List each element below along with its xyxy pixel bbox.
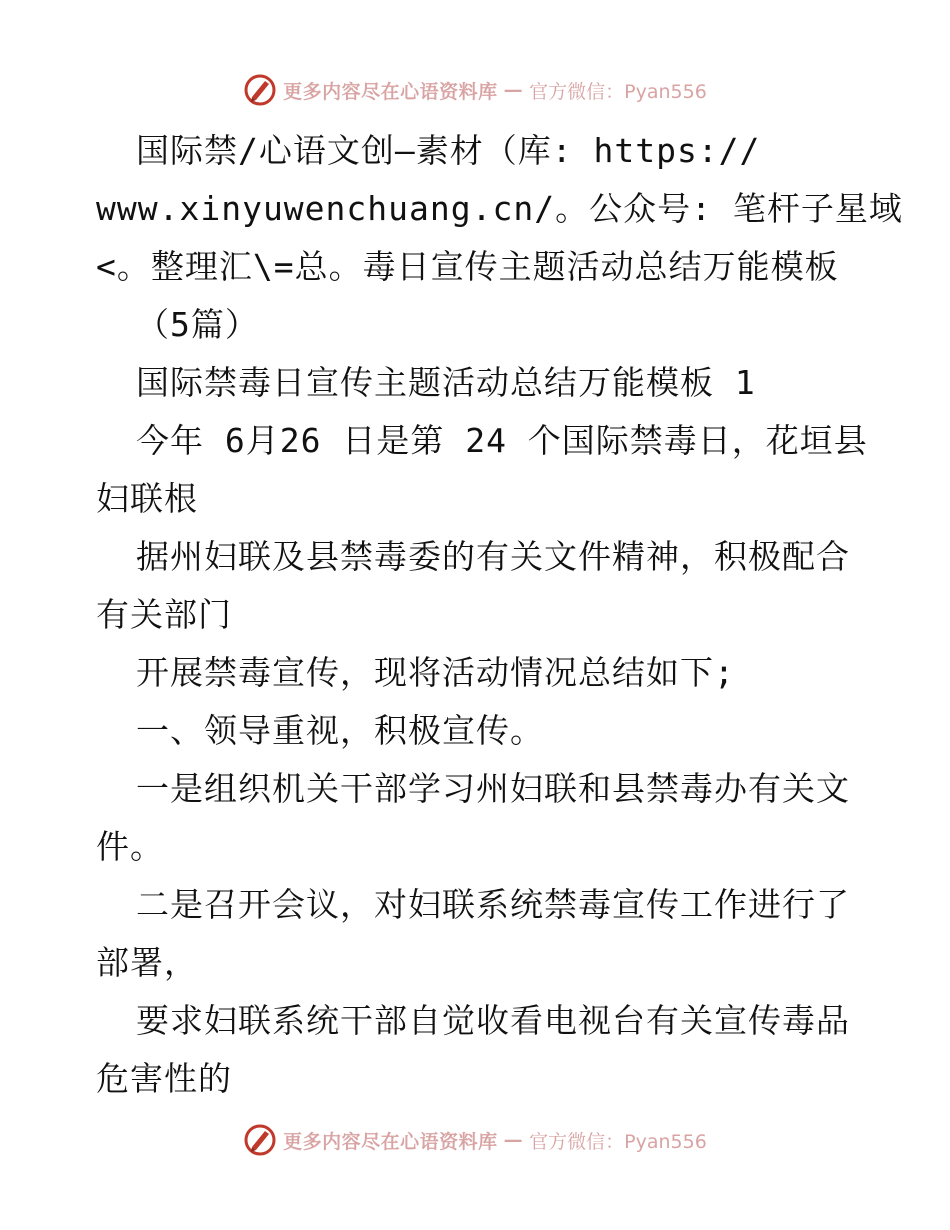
pen-logo-icon (243, 1123, 277, 1157)
text-line: 部署， (96, 943, 198, 982)
text-line: <。整理汇\=总。毒日宣传主题活动总结万能模板 (96, 247, 839, 286)
text-line: 一是组织机关干部学习州妇联和县禁毒办有关文 (136, 769, 850, 808)
text-line: 今年 6月26 日是第 24 个国际禁毒日，花垣县 (136, 421, 868, 460)
watermark-sub-text: 官方微信：Pyan556 (529, 1130, 707, 1153)
text-line: 一、领导重视，积极宣传。 (136, 711, 544, 750)
footer-watermark (0, 1120, 950, 1160)
text-line: 据州妇联及县禁毒委的有关文件精神，积极配合 (136, 537, 850, 576)
watermark-main-text: 更多内容尽在心语资料库 (283, 80, 498, 103)
header-watermark (0, 70, 950, 110)
watermark-dash: — (503, 79, 524, 101)
text-line: 开展禁毒宣传，现将活动情况总结如下; (136, 653, 735, 692)
pen-logo-icon (243, 73, 277, 107)
watermark-sub-text: 官方微信：Pyan556 (529, 80, 707, 103)
text-line: 危害性的 (96, 1059, 232, 1098)
text-line: www.xinyuwenchuang.cn/。公众号: 笔杆子星域 (96, 189, 903, 228)
text-line: 国际禁/心语文创—素材（库: https:// (136, 131, 761, 170)
watermark-dash: — (503, 1129, 524, 1151)
document-body (96, 122, 903, 1108)
text-line: 国际禁毒日宣传主题活动总结万能模板 1 (136, 363, 756, 402)
text-line: 有关部门 (96, 595, 232, 634)
watermark-main-text: 更多内容尽在心语资料库 (283, 1130, 498, 1153)
text-line: （5篇） (136, 305, 259, 344)
text-line: 二是召开会议，对妇联系统禁毒宣传工作进行了 (136, 885, 850, 924)
text-line: 件。 (96, 827, 164, 866)
text-line: 要求妇联系统干部自觉收看电视台有关宣传毒品 (136, 1001, 850, 1040)
text-line: 妇联根 (96, 479, 198, 518)
